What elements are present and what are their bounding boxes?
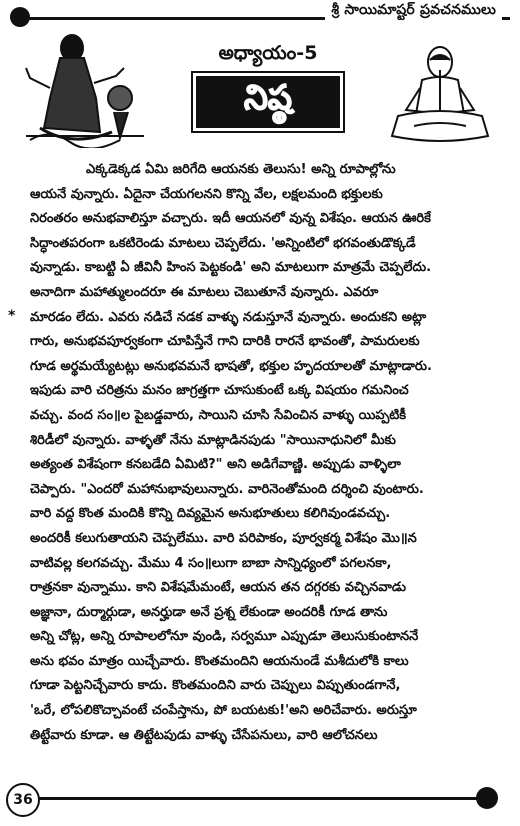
body-line: అన్ని చోట్ల, అన్ని రూపాలలోనూ వుండి, సర్వమూ ఎప్పుడూ తెలుసుకుంటాననే [30, 629, 419, 645]
body-line: వాటివల్ల కలగవచ్చు. మేము 4 సం॥లుగా బాబా సాన్నిధ్యంలో పగలనకా, [30, 555, 392, 571]
body-line: గూడ అర్థమయ్యేటట్లు అనుభవమనే భాషతో, భక్తుల హృదయాలతో మాట్లాడారు. [30, 358, 432, 374]
body-line: అజ్ఞానా, దుర్మార్గుడా, అనర్హుడా అనే ప్రశ్న లేకుండా అందరికీ గూడ తాను [30, 604, 388, 620]
body-line: గూడా పెట్టనిచ్చేవారు కాదు. కొంతమందిని వారు చెప్పులు విప్పుతుండగానే, [30, 678, 401, 694]
sai-baba-illustration [20, 28, 150, 148]
body-line: వచ్చు. వంద సం॥ల పైబడ్డవారు, సాయిని చూసి సేవించిన వాళ్ళు యిప్పటికీ [30, 407, 407, 423]
top-ornament-dot [10, 7, 30, 27]
body-line: అను భవం మాత్రం యిచ్చేవారు. కొంతమందిని ఆయనుండే మశీదులోకి కాలు [30, 653, 409, 669]
body-line: ఇపుడు వారి చరిత్రను మనం జాగ్రత్తగా చూసుకుంటే ఒక్క విషయం గమనించ [30, 383, 409, 399]
seated-man-illustration [384, 40, 494, 148]
body-line: ఎక్కడెక్కడ ఏమి జరిగేది ఆయనకు తెలుసు! అన్ని రూపాల్లోను [86, 162, 396, 177]
running-header: శ్రీ సాయిమాష్టర్ ప్రవచనములు [325, 2, 502, 21]
bottom-rule [30, 797, 484, 800]
body-line: వున్నాడు. కాబట్టి ఏ జీవినీ హింస పెట్టకండి' అని మాటలుగా మాత్రమే చెప్పలేదు. [30, 260, 432, 276]
chapter-title: నిష్ఠ [243, 78, 293, 118]
page-number: 36 [6, 783, 40, 817]
margin-mark: * [8, 308, 16, 324]
bottom-ornament-dot [476, 787, 498, 809]
body-line: 'ఒరే, లోపలికొచ్చావంటే చంపేస్తాను, పో బయటకు!'అని అరిచేవారు. అరుస్తూ [30, 703, 417, 719]
body-line: చెప్పారు. "ఎందరో మహానుభావులున్నారు. వారినెంతోమంది దర్శించి వుంటారు. [30, 481, 424, 497]
body-line: అందరికీ కలుగుతాయని చెప్పలేము. వారి పరిపాకం, పూర్వకర్మ విశేషం మొ॥న [30, 530, 417, 546]
chapter-number: అధ్యాయం-5 [218, 42, 318, 64]
body-line: వారి వద్ద కొంత మందికి కొన్ని దివ్యమైన అనుభూతులు కలిగివుండవచ్చు. [30, 506, 391, 522]
body-line: మారడం లేదు. ఎవరు నడిచే నడక వాళ్ళు నడుస్తూనే వున్నారు. అందుకని అట్లా [30, 309, 427, 325]
body-line: అనాదిగా మహాత్ములందరూ ఈ మాటలు చెబుతూనే వున్నారు. ఎవరూ [30, 284, 379, 300]
body-line: గారు, అనుభవపూర్వకంగా చూపిస్తేనే గాని దారికి రారనే భావంతో, పామరులకు [30, 334, 420, 350]
body-text [30, 158, 504, 748]
body-line: తిట్టేవారు కూడా. ఆ తిట్టేటపుడు వాళ్ళు చేసేపనులు, వారి ఆలోచనలు [30, 727, 378, 743]
body-line: సిద్ధాంతపరంగా ఒకటిరెండు మాటలు చెప్పలేదు. 'అన్నింటిలో భగవంతుడొక్కడే [30, 235, 416, 251]
body-line: రాత్రనకా వున్నాము. కాని విశేషమేమంటే, ఆయన తన దగ్గరకు వచ్చినవాడు [30, 580, 407, 596]
body-line: అత్యంత విశేషంగా కనబడేది ఏమిటి?" అని అడిగేవాణ్ణి. అప్పుడు వాళ్ళిలా [30, 457, 401, 473]
body-line: శిరిడీలో వున్నారు. వాళ్ళతో నేను మాట్లాడినపుడు "సాయినాధునిలో మీకు [30, 432, 396, 448]
chapter-title-box [196, 76, 340, 128]
body-line: ఆయనే వున్నారు. ఏదైనా చేయగలనని కొన్ని వేల, లక్షలమంది భక్తులకు [30, 186, 383, 202]
body-line: నిరంతరం అనుభవాలిస్తూ వచ్చారు. ఇదీ ఆయనలో వున్న విశేషం. ఆయన ఊరికే [30, 211, 431, 227]
